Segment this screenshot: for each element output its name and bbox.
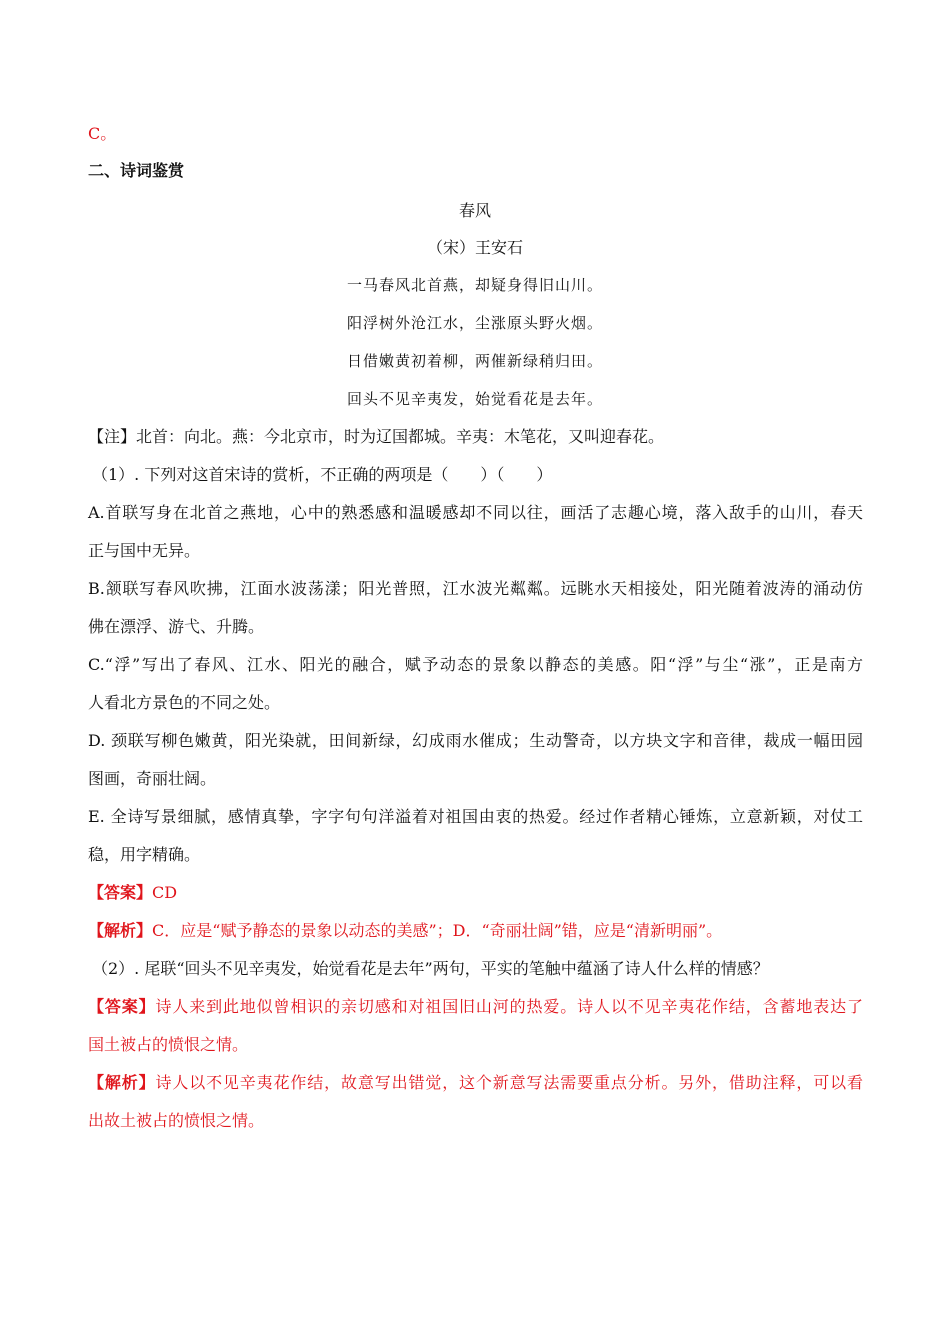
option-b: B.颔联写春风吹拂，江面水波荡漾；阳光普照，江水波光粼粼。远眺水天相接处，阳光随着波涛的涌动仿 xyxy=(88,579,863,598)
answer-text: CD xyxy=(152,883,178,902)
poem-author: （宋）王安石 xyxy=(426,238,523,257)
poem-line: 阳浮树外沧江水，尘涨原头野火烟。 xyxy=(346,314,603,332)
question-1-stem: （1）. 下列对这首宋诗的赏析，不正确的两项是（ ）（ ） xyxy=(92,465,553,484)
poem-title: 春风 xyxy=(458,201,491,220)
option-e-cont: 稳，用字精确。 xyxy=(88,845,201,864)
option-b-cont: 佛在漂浮、游弋、升腾。 xyxy=(88,617,265,636)
answer-text: 诗人来到此地似曾相识的亲切感和对祖国旧山河的热爱。诗人以不见辛夷花作结，含蓄地表达了 xyxy=(155,997,863,1016)
option-e: E. 全诗写景细腻，感情真挚，字字句句洋溢着对祖国由衷的热爱。经过作者精心锤炼，立意新颖，对仗工 xyxy=(88,807,863,826)
q2-answer xyxy=(88,997,863,1017)
q1-answer xyxy=(88,883,177,903)
answer-tag: 【答案】 xyxy=(88,883,153,902)
analysis-text: 诗人以不见辛夷花作结，故意写出错觉，这个新意写法需要重点分析。另外，借助注释，可以看 xyxy=(155,1073,863,1092)
option-c: C.“浮”写出了春风、江水、阳光的融合，赋予动态的景象以静态的美感。阳“浮”与尘“涨”，正是南方 xyxy=(88,655,863,674)
poem-line: 回头不见辛夷发，始觉看花是去年。 xyxy=(346,390,603,408)
option-a-cont: 正与国中无异。 xyxy=(88,541,201,560)
q1-analysis xyxy=(88,921,722,941)
analysis-tag: 【解析】 xyxy=(88,921,153,940)
previous-answer: C。 xyxy=(88,124,117,143)
option-d-cont: 图画，奇丽壮阔。 xyxy=(88,769,217,788)
option-c-cont: 人看北方景色的不同之处。 xyxy=(88,693,281,712)
poem-note: 【注】北首：向北。燕：今北京市，时为辽国都城。辛夷：木笔花，又叫迎春花。 xyxy=(88,427,665,446)
poem-line: 一马春风北首燕，却疑身得旧山川。 xyxy=(346,276,603,294)
analysis-tag: 【解析】 xyxy=(88,1073,156,1092)
q2-analysis xyxy=(88,1073,863,1093)
section-title: 二、诗词鉴赏 xyxy=(88,161,185,180)
option-d: D. 颈联写柳色嫩黄，阳光染就，田间新绿，幻成雨水催成；生动警奇，以方块文字和音律，裁成一幅田园 xyxy=(88,731,863,750)
analysis-text: C．应是“赋予静态的景象以动态的美感”；D．“奇丽壮阔”错，应是“清新明丽”。 xyxy=(152,921,723,940)
question-2-stem: （2）. 尾联“回头不见辛夷发，始觉看花是去年”两句，平实的笔触中蕴涵了诗人什么样的情感？ xyxy=(92,959,769,978)
q2-analysis-cont: 出故土被占的愤恨之情。 xyxy=(88,1111,265,1130)
option-a: A.首联写身在北首之燕地，心中的熟悉感和温暖感却不同以往，画活了志趣心境，落入敌手的山川，春天 xyxy=(88,503,863,522)
poem-line: 日借嫩黄初着柳，两催新绿稍归田。 xyxy=(346,352,603,370)
q2-answer-cont: 国土被占的愤恨之情。 xyxy=(88,1035,249,1054)
answer-tag: 【答案】 xyxy=(88,997,156,1016)
